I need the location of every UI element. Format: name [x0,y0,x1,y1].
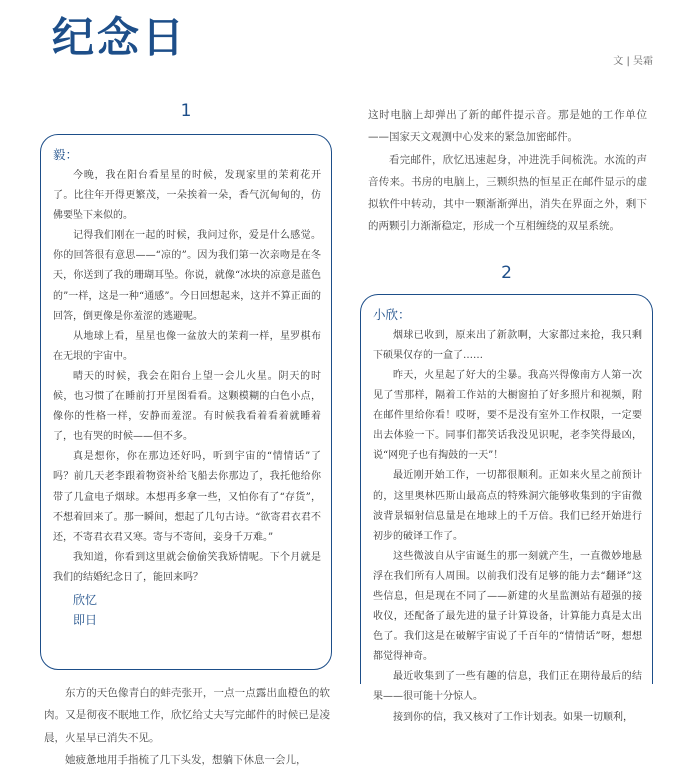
letter-salutation: 毅： [53,147,79,162]
author-byline: 文 | 吴霜 [613,56,653,67]
letter-box-2 [360,294,653,723]
letter-box-1 [40,134,332,670]
left-column [40,100,332,771]
letter-paragraph: 记得我们刚在一起的时候，我问过你，爱是什么感觉。你的回答很有意思——“凉的”。因为我们第一次亲吻是在冬天，你送到了我的珊瑚耳坠。你说，就像“冰块的凉意是蓝色的”一样，这是一种“通感”。今日回想起来，这并不算正面的回答，倒更像是你羞涩的逃避呢。 [53,230,321,322]
letter-paragraph: 接到你的信，我又核对了工作计划表。如果一切顺利， [393,711,633,723]
letter-salutation: 小欣： [373,306,411,322]
letter-paragraph: 最近刚开始工作，一切都很顺利。正如来火星之前预计的，这里奥林匹斯山最高点的特殊洞穴能够收集到的宇宙微波背景辐射信息量是在地球上的千万倍。我们已经开始进行初步的破译工作了。 [373,470,642,542]
letter-signature-name: 欣忆 [73,592,98,607]
narrative-paragraph: 东方的天色像青白的蚌壳张开，一点一点露出血橙色的软肉。又是彻夜不眠地工作，欣忆给丈夫写完邮件的时候已是凌晨，火星早已消失不见。 [44,687,330,744]
page-title: 纪念日 [52,13,188,62]
section-number-2: 2 [501,262,512,283]
right-column [360,100,653,723]
section-number-1: 1 [180,101,192,121]
narrative-block-1 [40,682,332,771]
letter-paragraph: 从地球上看，星星也像一盆放大的茉莉一样，星罗棋布在无垠的宇宙中。 [53,330,321,362]
narrative-paragraph: 这时电脑上却弹出了新的邮件提示音。那是她的工作单位——国家天文观测中心发来的紧急加密邮件。 [368,109,647,144]
narrative-paragraph: 看完邮件，欣忆迅速起身，冲进洗手间梳洗。水流的声音传来。书房的电脑上，三颗织热的恒星正在邮件显示的虚拟软件中转动，其中一颗渐渐弹出，消失在界面之外，剩下的两颗引力渐渐稳定，形成一个互相缠绕的双星系统。 [368,153,647,233]
letter-paragraph: 晴天的时候，我会在阳台上望一会儿火星。阴天的时候，也习惯了在睡前打开星图看看。这颗模糊的白色小点，像你的性格一样，安静而羞涩。有时候我看着看着就睡着了，也有哭的时候——但不多。 [53,370,321,443]
letter-paragraph: 昨天，火星起了好大的尘暴。我高兴得像南方人第一次见了雪那样，隔着工作站的大橱窗拍了好多照片和视频，附在邮件里给你看！哎呀，要不是没有室外工作权限，一定要出去体验一下。同事们都笑话我没见识呢，老李笑得最凶，说“网兜子也有掏鼓的一天”！ [373,369,642,462]
letter-paragraph: 我知道，你看到这里就会偷偷笑我矫情呢。下个月就是我们的结婚纪念日了，能回来吗？ [53,551,321,583]
narrative-block-2 [360,104,653,238]
letter-paragraph: 烟球已收到，原来出了新款啊，大家都过来抢，我只剩下硕果仅存的一盒了…… [373,329,642,361]
narrative-paragraph: 她疲惫地用手指梳了几下头发，想躺下休息一会儿， [65,753,307,766]
letter-paragraph: 最近收集到了一些有趣的信息，我们正在期待最后的结果——很可能十分惊人。 [373,671,642,703]
letter-paragraph: 真是想你，你在那边还好吗，听到宇宙的“情情话”了吗？前几天老李跟着物资补给飞船去你那边了，我托他给你带了几盒电子烟球。本想再多拿一些，又怕你有了“存货”，不想着回来了。那一瞬间，想起了几句古诗。“欲寄君衣君不还，不寄君衣君又寒。寄与不寄间，妾身千万难。” [53,451,321,543]
letter-paragraph: 今晚，我在阳台看星星的时候，发现家里的茉莉花开了。比往年开得更繁茂，一朵挨着一朵，香气沉甸甸的，仿佛要坠下来似的。 [53,170,321,222]
letter-signature-date: 即日 [73,612,98,627]
letter-paragraph: 这些微波自从宇宙诞生的那一刻就产生，一直微妙地悬浮在我们所有人周围。以前我们没有足够的能力去“翻译”这些信息，但是现在不同了——新建的火星监测站有超强的接收仪，还配备了最先进的量子计算设备，计算能力真是太出色了。我们这是在破解宇宙说了千百年的“情情话”呀，想想都觉得神奇。 [373,550,642,663]
